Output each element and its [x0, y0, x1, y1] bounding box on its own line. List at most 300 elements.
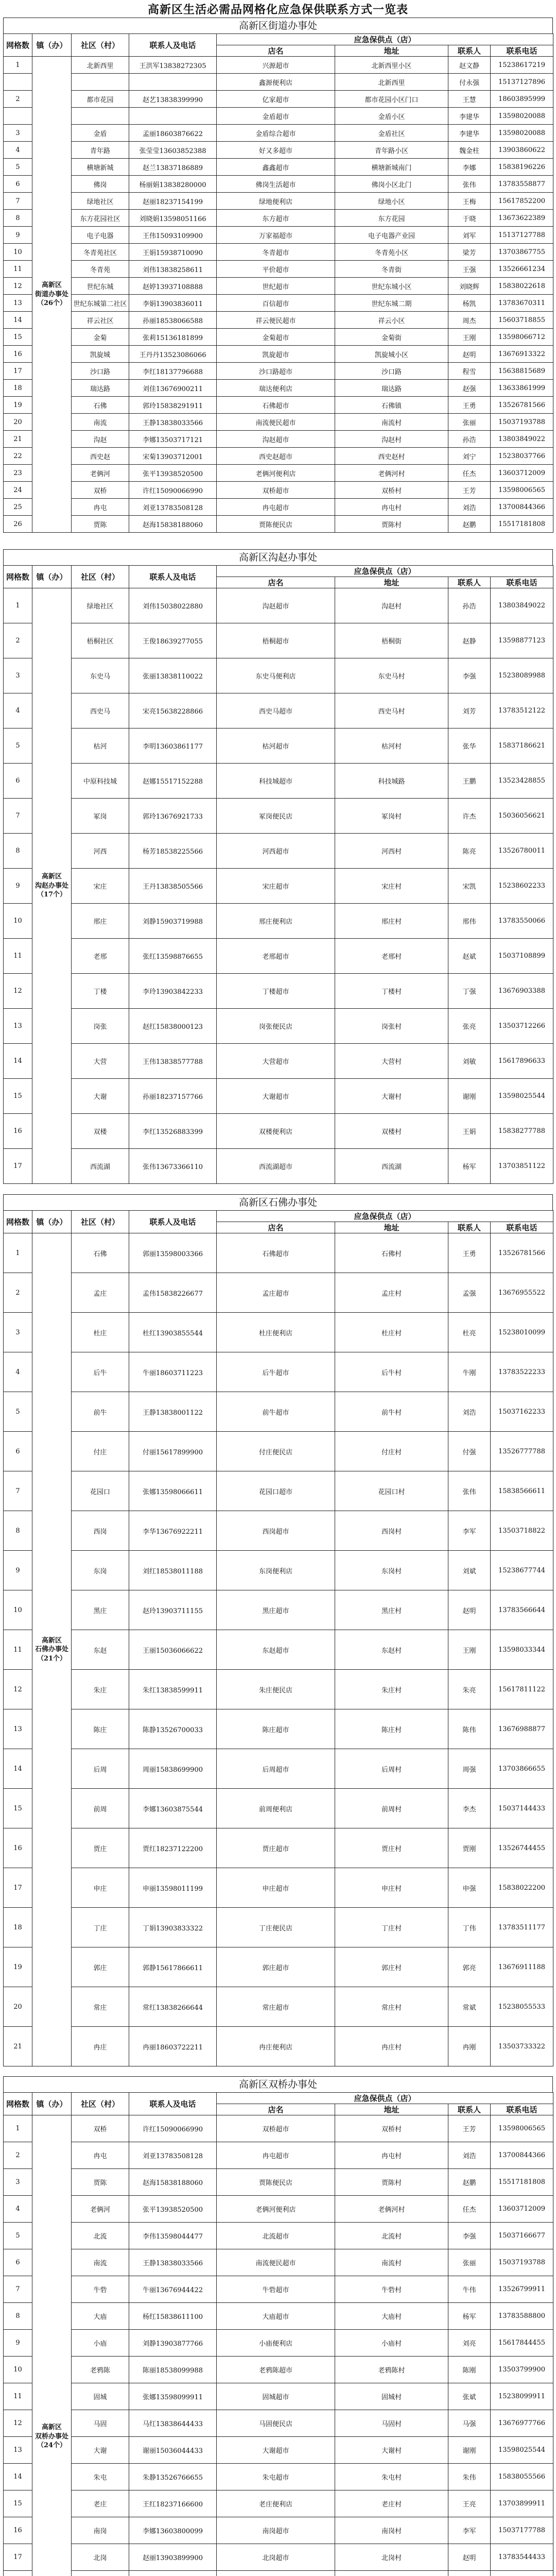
- address-cell: 前牛村: [335, 1392, 448, 1432]
- grid-no-cell: 4: [4, 693, 32, 728]
- phone-cell: 13676988877: [491, 1709, 553, 1749]
- table-row: [4, 1551, 553, 1590]
- header-store: 店名: [217, 1222, 335, 1233]
- village-cell: 杜庄: [72, 1313, 129, 1352]
- table-row: [4, 1114, 553, 1149]
- address-cell: 大庙村: [335, 2303, 448, 2330]
- village-cell: 固城: [72, 2383, 129, 2410]
- phone-cell: 15037193788: [491, 2249, 553, 2276]
- address-cell: 贾陈村: [335, 516, 448, 533]
- village-cell: 沟赵: [72, 431, 129, 448]
- address-cell: 贾陈村: [335, 2169, 448, 2196]
- header-contact: 联系人及电话: [129, 2093, 217, 2115]
- table-row: [4, 2027, 553, 2066]
- phone-cell: 13803849022: [491, 588, 553, 623]
- grid-no-cell: 11: [4, 2383, 32, 2410]
- contact-cell: 牛丽13676944422: [129, 2276, 217, 2303]
- village-cell: 金菊: [72, 329, 129, 346]
- store-name-cell: 郭庄超市: [217, 1947, 335, 1987]
- address-cell: 北新西里小区: [335, 57, 448, 74]
- phone-cell: 13783550066: [491, 904, 553, 939]
- grid-no-cell: 18: [4, 1908, 32, 1947]
- address-cell: 金盾小区: [335, 108, 448, 125]
- address-cell: 丁楼村: [335, 974, 448, 1009]
- contact-cell: 王洪军13838272305: [129, 57, 217, 74]
- contact-cell: 孟伟15838226677: [129, 1273, 217, 1313]
- section-title: 高新区街道办事处: [3, 18, 553, 33]
- address-cell: 沟赵村: [335, 431, 448, 448]
- address-cell: 沙口路: [335, 363, 448, 380]
- address-cell: 祥云小区: [335, 312, 448, 329]
- table-row: [4, 414, 553, 431]
- address-cell: 孟庄村: [335, 1273, 448, 1313]
- grid-no-cell: [4, 2571, 32, 2576]
- grid-no-cell: 19: [4, 1947, 32, 1987]
- contact-cell: 张平13938520500: [129, 2196, 217, 2223]
- contact-cell: 张红13598876655: [129, 939, 217, 974]
- phone-cell: 15838022618: [491, 278, 553, 295]
- contact-cell: 张平13938520500: [129, 465, 217, 482]
- store-name-cell: 鑫源便利店: [217, 74, 335, 91]
- contact-cell: 付丽15617899900: [129, 1432, 217, 1471]
- village-cell: 牛砦: [72, 2276, 129, 2303]
- table-row: [4, 431, 553, 448]
- phone-cell: 15838022200: [491, 1868, 553, 1908]
- contact-cell: 丁娟13903833322: [129, 1908, 217, 1947]
- store-name-cell: 常庄超市: [217, 1987, 335, 2027]
- person-cell: 刘敏: [448, 1044, 491, 1079]
- contact-cell: 王静13838001122: [129, 1392, 217, 1432]
- header-phone: 联系电话: [491, 577, 553, 588]
- address-cell: 南岗村: [335, 2517, 448, 2544]
- grid-no-cell: 17: [4, 2544, 32, 2571]
- village-cell: 梧桐社区: [72, 623, 129, 658]
- phone-cell: 15238055533: [491, 1987, 553, 2027]
- contact-cell: 谢丽15036044433: [129, 2437, 217, 2464]
- address-cell: 冬青街: [335, 261, 448, 278]
- person-cell: 李军: [448, 2517, 491, 2544]
- table-row: [4, 1987, 553, 2027]
- person-cell: 赵明: [448, 346, 491, 363]
- village-cell: 岗张: [72, 1009, 129, 1044]
- address-cell: 付庄村: [335, 1432, 448, 1471]
- table-row: [4, 380, 553, 397]
- store-name-cell: 黑庄超市: [217, 1590, 335, 1630]
- table-row: [4, 2383, 553, 2410]
- person-cell: 贾刚: [448, 1828, 491, 1868]
- grid-no-cell: 3: [4, 1313, 32, 1352]
- grid-no-cell: 13: [4, 1709, 32, 1749]
- village-cell: 大谢: [72, 2437, 129, 2464]
- contact-cell: 王静13838033566: [129, 2249, 217, 2276]
- store-name-cell: 南岗超市: [217, 2517, 335, 2544]
- table-row: [4, 2115, 553, 2142]
- store-name-cell: 付庄便民店: [217, 1432, 335, 1471]
- grid-no-cell: 10: [4, 1590, 32, 1630]
- contact-cell: 刘红18538011188: [129, 1551, 217, 1590]
- store-name-cell: 平价超市: [217, 261, 335, 278]
- village-cell: 大营: [72, 1044, 129, 1079]
- store-name-cell: 北流超市: [217, 2223, 335, 2249]
- store-name-cell: 贾陈便民店: [217, 516, 335, 533]
- table-row: [4, 869, 553, 904]
- grid-no-cell: 12: [4, 278, 32, 295]
- address-cell: 大谢村: [335, 1079, 448, 1114]
- grid-no-cell: 7: [4, 1471, 32, 1511]
- address-cell: 世纪东城小区: [335, 278, 448, 295]
- grid-no-cell: 15: [4, 2490, 32, 2517]
- address-cell: 老俩河村: [335, 2196, 448, 2223]
- person-cell: 李建华: [448, 125, 491, 142]
- address-cell: 冉庄村: [335, 2027, 448, 2066]
- contact-cell: 赵娜15517152288: [129, 764, 217, 799]
- phone-cell: 13903860622: [491, 142, 553, 159]
- table-row: [4, 329, 553, 346]
- table-row: [4, 91, 553, 108]
- phone-cell: 18603895999: [491, 91, 553, 108]
- grid-no-cell: 19: [4, 397, 32, 414]
- table-row: [4, 499, 553, 516]
- person-cell: 许杰: [448, 799, 491, 834]
- person-cell: 赵鹏: [448, 2169, 491, 2196]
- address-cell: 双桥村: [335, 2115, 448, 2142]
- contact-cell: 牛丽18603711223: [129, 1352, 217, 1392]
- phone-cell: 13703851122: [491, 1149, 553, 1184]
- store-name-cell: 好又多超市: [217, 142, 335, 159]
- person-cell: 丁伟: [448, 1908, 491, 1947]
- phone-cell: 13676913322: [491, 346, 553, 363]
- grid-no-cell: 10: [4, 2357, 32, 2383]
- contact-cell: 李娜13503717121: [129, 431, 217, 448]
- phone-cell: 15838566611: [491, 1471, 553, 1511]
- village-cell: 老鸦陈: [72, 2357, 129, 2383]
- phone-cell: 13633861999: [491, 380, 553, 397]
- address-cell: 西史马村: [335, 693, 448, 728]
- grid-no-cell: 5: [4, 1392, 32, 1432]
- person-cell: 刘亮: [448, 2330, 491, 2357]
- village-cell: 南岗: [72, 2517, 129, 2544]
- grid-no-cell: 8: [4, 834, 32, 869]
- supply-table: [3, 33, 553, 533]
- village-cell: 东史马: [72, 658, 129, 693]
- person-cell: 孙浩: [448, 588, 491, 623]
- grid-no-cell: 12: [4, 2410, 32, 2437]
- person-cell: 张斌: [448, 2383, 491, 2410]
- village-cell: [72, 2571, 129, 2576]
- person-cell: 朱伟: [448, 2464, 491, 2490]
- store-name-cell: 科技城超市: [217, 764, 335, 799]
- phone-cell: 13783544433: [491, 2544, 553, 2571]
- store-name-cell: 老邢超市: [217, 939, 335, 974]
- store-name-cell: 固城超市: [217, 2383, 335, 2410]
- header-address: 地址: [335, 577, 448, 588]
- person-cell: 赵斌: [448, 939, 491, 974]
- grid-no-cell: 7: [4, 799, 32, 834]
- contact-cell: 许红15090066990: [129, 2115, 217, 2142]
- phone-cell: 15617896633: [491, 1044, 553, 1079]
- grid-no-cell: 21: [4, 2027, 32, 2066]
- address-cell: 横塘新城南门: [335, 159, 448, 176]
- address-cell: 东岗村: [335, 1551, 448, 1590]
- grid-no-cell: 13: [4, 1009, 32, 1044]
- address-cell: 北岗村: [335, 2544, 448, 2571]
- phone-cell: 15603718855: [491, 312, 553, 329]
- address-cell: 冉屯村: [335, 499, 448, 516]
- contact-cell: 张伟13673366110: [129, 1149, 217, 1184]
- village-cell: 老俩河: [72, 465, 129, 482]
- phone-cell: 13526744455: [491, 1828, 553, 1868]
- grid-no-cell: 20: [4, 414, 32, 431]
- contact-cell: 陈静13526700033: [129, 1709, 217, 1749]
- person-cell: 杜亮: [448, 1313, 491, 1352]
- table-row: [4, 1352, 553, 1392]
- town-cell: 高新区 双桥办事处 （24个）: [32, 2115, 72, 2576]
- person-cell: 刘晓辉: [448, 278, 491, 295]
- grid-no-cell: 6: [4, 1432, 32, 1471]
- header-address: 地址: [335, 45, 448, 57]
- store-name-cell: 老鸦陈超市: [217, 2357, 335, 2383]
- address-cell: 朱庄村: [335, 1670, 448, 1709]
- grid-no-cell: 4: [4, 142, 32, 159]
- table-row: [4, 2410, 553, 2437]
- phone-cell: 13598025544: [491, 2437, 553, 2464]
- table-row: [4, 2169, 553, 2196]
- person-cell: 王勇: [448, 397, 491, 414]
- village-cell: 冬青苑: [72, 261, 129, 278]
- grid-no-cell: [4, 74, 32, 91]
- phone-cell: 13700844366: [491, 499, 553, 516]
- contact-cell: 贾红18237122200: [129, 1828, 217, 1868]
- header-town: 镇（办）: [32, 566, 72, 588]
- address-cell: 老俩河村: [335, 465, 448, 482]
- grid-no-cell: 2: [4, 1273, 32, 1313]
- phone-cell: 13703867755: [491, 244, 553, 261]
- header-supply: 应急保供点（店）: [217, 2093, 553, 2104]
- store-name-cell: 亿家超市: [217, 91, 335, 108]
- person-cell: 李强: [448, 2223, 491, 2249]
- table-row: [4, 1392, 553, 1432]
- address-cell: 青年路小区: [335, 142, 448, 159]
- phone-cell: 13603712009: [491, 2196, 553, 2223]
- contact-cell: 赵艺13838399990: [129, 91, 217, 108]
- contact-cell: 王伟13838577788: [129, 1044, 217, 1079]
- grid-no-cell: 17: [4, 1149, 32, 1184]
- village-cell: 东赵: [72, 1630, 129, 1670]
- village-cell: 黑庄: [72, 1590, 129, 1630]
- village-cell: [72, 108, 129, 125]
- grid-no-cell: 6: [4, 176, 32, 193]
- grid-no-cell: 10: [4, 904, 32, 939]
- grid-no-cell: 21: [4, 431, 32, 448]
- section-block: [3, 2076, 553, 2576]
- address-cell: 西岗村: [335, 1511, 448, 1551]
- person-cell: 陈刚: [448, 2357, 491, 2383]
- phone-cell: 15238602233: [491, 869, 553, 904]
- person-cell: 王芳: [448, 482, 491, 499]
- store-name-cell: 金菊超市: [217, 329, 335, 346]
- person-cell: 王慧: [448, 91, 491, 108]
- phone-cell: 15037177788: [491, 2517, 553, 2544]
- person-cell: 李强: [448, 658, 491, 693]
- address-cell: 大营村: [335, 1044, 448, 1079]
- contact-cell: 周丽15838699900: [129, 1749, 217, 1789]
- grid-no-cell: 16: [4, 1828, 32, 1868]
- header-village: 社区（村）: [72, 566, 129, 588]
- contact-cell: 赵红15838000123: [129, 1009, 217, 1044]
- person-cell: 杨凯: [448, 295, 491, 312]
- contact-cell: 李明13603861177: [129, 728, 217, 764]
- store-name-cell: 邢庄便利店: [217, 904, 335, 939]
- store-name-cell: 老俩河便利店: [217, 465, 335, 482]
- grid-no-cell: 15: [4, 329, 32, 346]
- grid-no-cell: 13: [4, 2437, 32, 2464]
- address-cell: 东方花园: [335, 210, 448, 227]
- contact-cell: 孟丽18603876622: [129, 125, 217, 142]
- person-cell: 程雪: [448, 363, 491, 380]
- person-cell: 刘斌: [448, 1551, 491, 1590]
- grid-no-cell: 4: [4, 2196, 32, 2223]
- contact-cell: 孙丽18237157766: [129, 1079, 217, 1114]
- store-name-cell: 西流湖超市: [217, 1149, 335, 1184]
- table-row: [4, 1908, 553, 1947]
- village-cell: 沙口路: [72, 363, 129, 380]
- phone-cell: 13598033344: [491, 1630, 553, 1670]
- table-row: [4, 176, 553, 193]
- person-cell: 常斌: [448, 1987, 491, 2027]
- person-cell: 马强: [448, 2410, 491, 2437]
- person-cell: 王娟: [448, 1114, 491, 1149]
- person-cell: 王鹏: [448, 764, 491, 799]
- address-cell: 黑庄村: [335, 1590, 448, 1630]
- contact-cell: 刘静15903719988: [129, 904, 217, 939]
- header-supply: 应急保供点（店）: [217, 566, 553, 577]
- table-row: [4, 2303, 553, 2330]
- grid-no-cell: 15: [4, 1789, 32, 1828]
- store-name-cell: 绿地便利店: [217, 193, 335, 210]
- grid-no-cell: 14: [4, 1749, 32, 1789]
- contact-cell: 刘晓娟13598051166: [129, 210, 217, 227]
- village-cell: 大庙: [72, 2303, 129, 2330]
- address-cell: 邢庄村: [335, 904, 448, 939]
- person-cell: 刘浩: [448, 1392, 491, 1432]
- table-row: [4, 1044, 553, 1079]
- phone-cell: 13598025544: [491, 1079, 553, 1114]
- header-person: 联系人: [448, 45, 491, 57]
- grid-no-cell: 13: [4, 295, 32, 312]
- person-cell: 谢刚: [448, 2437, 491, 2464]
- contact-cell: 张娜13598066611: [129, 1471, 217, 1511]
- grid-no-cell: 5: [4, 159, 32, 176]
- store-name-cell: 百信超市: [217, 295, 335, 312]
- store-name-cell: 冬青超市: [217, 244, 335, 261]
- grid-no-cell: 5: [4, 728, 32, 764]
- village-cell: 双桥: [72, 2115, 129, 2142]
- table-row: [4, 799, 553, 834]
- village-cell: 青年路: [72, 142, 129, 159]
- phone-cell: 15517181808: [491, 516, 553, 533]
- phone-cell: 13598877123: [491, 623, 553, 658]
- table-row: [4, 2544, 553, 2571]
- table-row: [4, 142, 553, 159]
- store-name-cell: 石佛超市: [217, 1233, 335, 1273]
- address-cell: 常庄村: [335, 1987, 448, 2027]
- grid-no-cell: [4, 108, 32, 125]
- village-cell: 绿地社区: [72, 193, 129, 210]
- table-row: [4, 1009, 553, 1044]
- phone-cell: 13783566644: [491, 1590, 553, 1630]
- grid-no-cell: 3: [4, 125, 32, 142]
- address-cell: 北流村: [335, 2223, 448, 2249]
- phone-cell: 13676903388: [491, 974, 553, 1009]
- header-grid-no: 网格数: [4, 2093, 32, 2115]
- address-cell: 电子电器产业园: [335, 227, 448, 244]
- person-cell: 牛伟: [448, 2276, 491, 2303]
- phone-cell: 13503733322: [491, 2027, 553, 2066]
- phone-cell: 13803849022: [491, 431, 553, 448]
- contact-cell: 申丽13598011199: [129, 1868, 217, 1908]
- phone-cell: 15238677744: [491, 1551, 553, 1590]
- person-cell: 王亮: [448, 2490, 491, 2517]
- grid-no-cell: 23: [4, 465, 32, 482]
- phone-cell: 15238617219: [491, 57, 553, 74]
- store-name-cell: 西史马超市: [217, 693, 335, 728]
- person-cell: 王梅: [448, 193, 491, 210]
- village-cell: 冉庄: [72, 2027, 129, 2066]
- village-cell: 老俩河: [72, 2196, 129, 2223]
- village-cell: 中原科技城: [72, 764, 129, 799]
- phone-cell: 13783670311: [491, 295, 553, 312]
- address-cell: 后牛村: [335, 1352, 448, 1392]
- store-name-cell: 老俩河便利店: [217, 2196, 335, 2223]
- contact-cell: 王红18237166600: [129, 2490, 217, 2517]
- contact-cell: 赵玲13903711155: [129, 1590, 217, 1630]
- header-supply: 应急保供点（店）: [217, 34, 553, 45]
- village-cell: 冉屯: [72, 2142, 129, 2169]
- store-name-cell: 陈庄超市: [217, 1709, 335, 1749]
- table-row: [4, 363, 553, 380]
- address-cell: 东赵村: [335, 1630, 448, 1670]
- person-cell: 付强: [448, 1432, 491, 1471]
- grid-no-cell: 6: [4, 764, 32, 799]
- village-cell: 北新西里: [72, 57, 129, 74]
- address-cell: 朱屯村: [335, 2464, 448, 2490]
- grid-no-cell: 11: [4, 1630, 32, 1670]
- village-cell: 陈庄: [72, 1709, 129, 1749]
- store-name-cell: 南流便民超市: [217, 414, 335, 431]
- address-cell: 郭庄村: [335, 1947, 448, 1987]
- header-address: 地址: [335, 1222, 448, 1233]
- phone-cell: 13503712266: [491, 1009, 553, 1044]
- address-cell: 凯旋城小区: [335, 346, 448, 363]
- village-cell: 北流: [72, 2223, 129, 2249]
- table-row: [4, 2571, 553, 2576]
- table-row: [4, 1511, 553, 1551]
- village-cell: 花园口: [72, 1471, 129, 1511]
- person-cell: 李娜: [448, 159, 491, 176]
- grid-no-cell: 9: [4, 1551, 32, 1590]
- grid-no-cell: 1: [4, 1233, 32, 1273]
- person-cell: 李军: [448, 1511, 491, 1551]
- contact-cell: 常红13838266644: [129, 1987, 217, 2027]
- phone-cell: 13503718822: [491, 1511, 553, 1551]
- person-cell: 魏金柱: [448, 142, 491, 159]
- village-cell: 东岗: [72, 1551, 129, 1590]
- store-name-cell: 大营超市: [217, 1044, 335, 1079]
- person-cell: 赵强: [448, 380, 491, 397]
- contact-cell: 郭静15617866611: [129, 1947, 217, 1987]
- grid-no-cell: 8: [4, 210, 32, 227]
- address-cell: [335, 2571, 448, 2576]
